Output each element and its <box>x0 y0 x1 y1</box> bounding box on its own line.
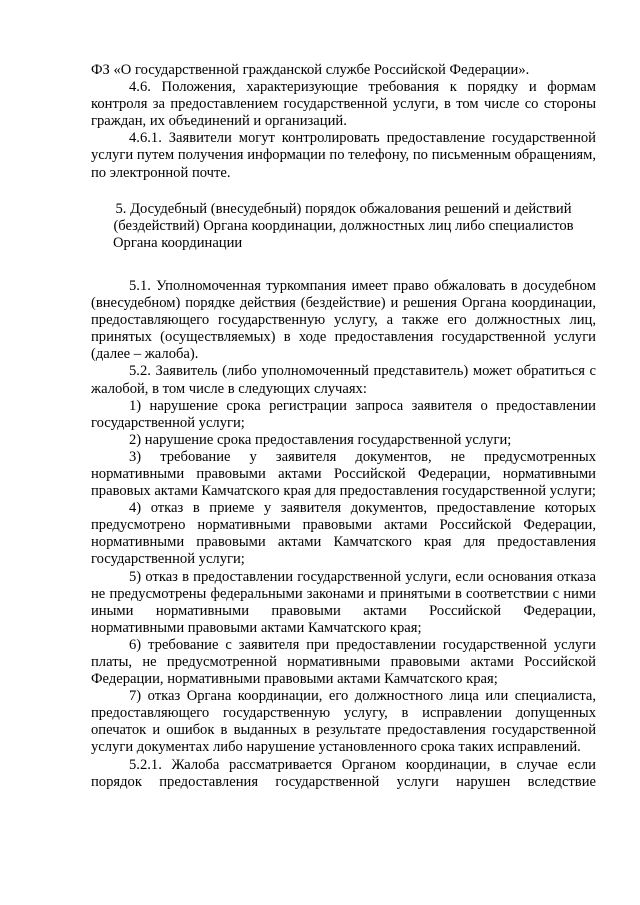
list-item-1: 1) нарушение срока регистрации запроса заявителя о предоставлении государственной услуги; <box>91 397 596 431</box>
list-item-7: 7) отказ Органа координации, его должностного лица или специалиста, предоставляющего государственную услугу, в исправлении допущенных опечаток и ошибок в выданных в результате предоставления государственной услуги документах либо нарушение установленного срока таких исправлений. <box>91 688 596 756</box>
list-item-5: 5) отказ в предоставлении государственной услуги, если основания отказа не предусмотрены федеральными законами и принятыми в соответствии с ними иными нормативными правовыми актами Российской Федерации, нормативными правовыми актами Камчатского края; <box>91 568 596 636</box>
paragraph-5-2-1: 5.2.1. Жалоба рассматривается Органом координации, в случае если порядок предоставления государственной услуги нарушен вследствие <box>91 756 596 790</box>
list-item-6: 6) требование с заявителя при предоставлении государственной услуги платы, не предусмотренной нормативными правовыми актами Российской Федерации, нормативными правовыми актами Камчатского края; <box>91 636 596 688</box>
paragraph-5-2: 5.2. Заявитель (либо уполномоченный представитель) может обратиться с жалобой, в том числе в следующих случаях: <box>91 363 596 397</box>
paragraph-4-6-1: 4.6.1. Заявители могут контролировать предоставление государственной услуги путем получения информации по телефону, по письменным обращениям, по электронной почте. <box>91 130 596 181</box>
paragraph-4-6: 4.6. Положения, характеризующие требования к порядку и формам контроля за предоставлением государственной услуги, в том числе со стороны граждан, их объединений и организаций. <box>91 79 596 130</box>
paragraph-law-reference: ФЗ «О государственной гражданской службе Российской Федерации». <box>91 62 530 78</box>
section-heading-5: 5. Досудебный (внесудебный) порядок обжалования решений и действий (бездействий) Органа координации, должностных лиц либо специалистов Органа координации <box>113 200 574 251</box>
list-item-4: 4) отказ в приеме у заявителя документов, предоставление которых предусмотрено нормативными правовыми актами Российской Федерации, нормативными правовыми актами Камчатского края для предоставления государственной услуги; <box>91 500 596 568</box>
list-item-3: 3) требование у заявителя документов, не предусмотренных нормативными правовыми актами Российской Федерации, нормативными правовых актами Камчатского края для предоставления государственной услуги; <box>91 448 596 500</box>
paragraph-5-1: 5.1. Уполномоченная туркомпания имеет право обжаловать в досудебном (внесудебном) порядке действия (бездействие) и решения Органа координации, предоставляющего государственную услугу, а также его должностных лиц, принятых (осуществляемых) в ходе предоставления государственной услуги (далее – жалоба). <box>91 277 596 363</box>
list-item-2: 2) нарушение срока предоставления государственной услуги; <box>129 431 512 448</box>
document-body <box>91 62 596 791</box>
